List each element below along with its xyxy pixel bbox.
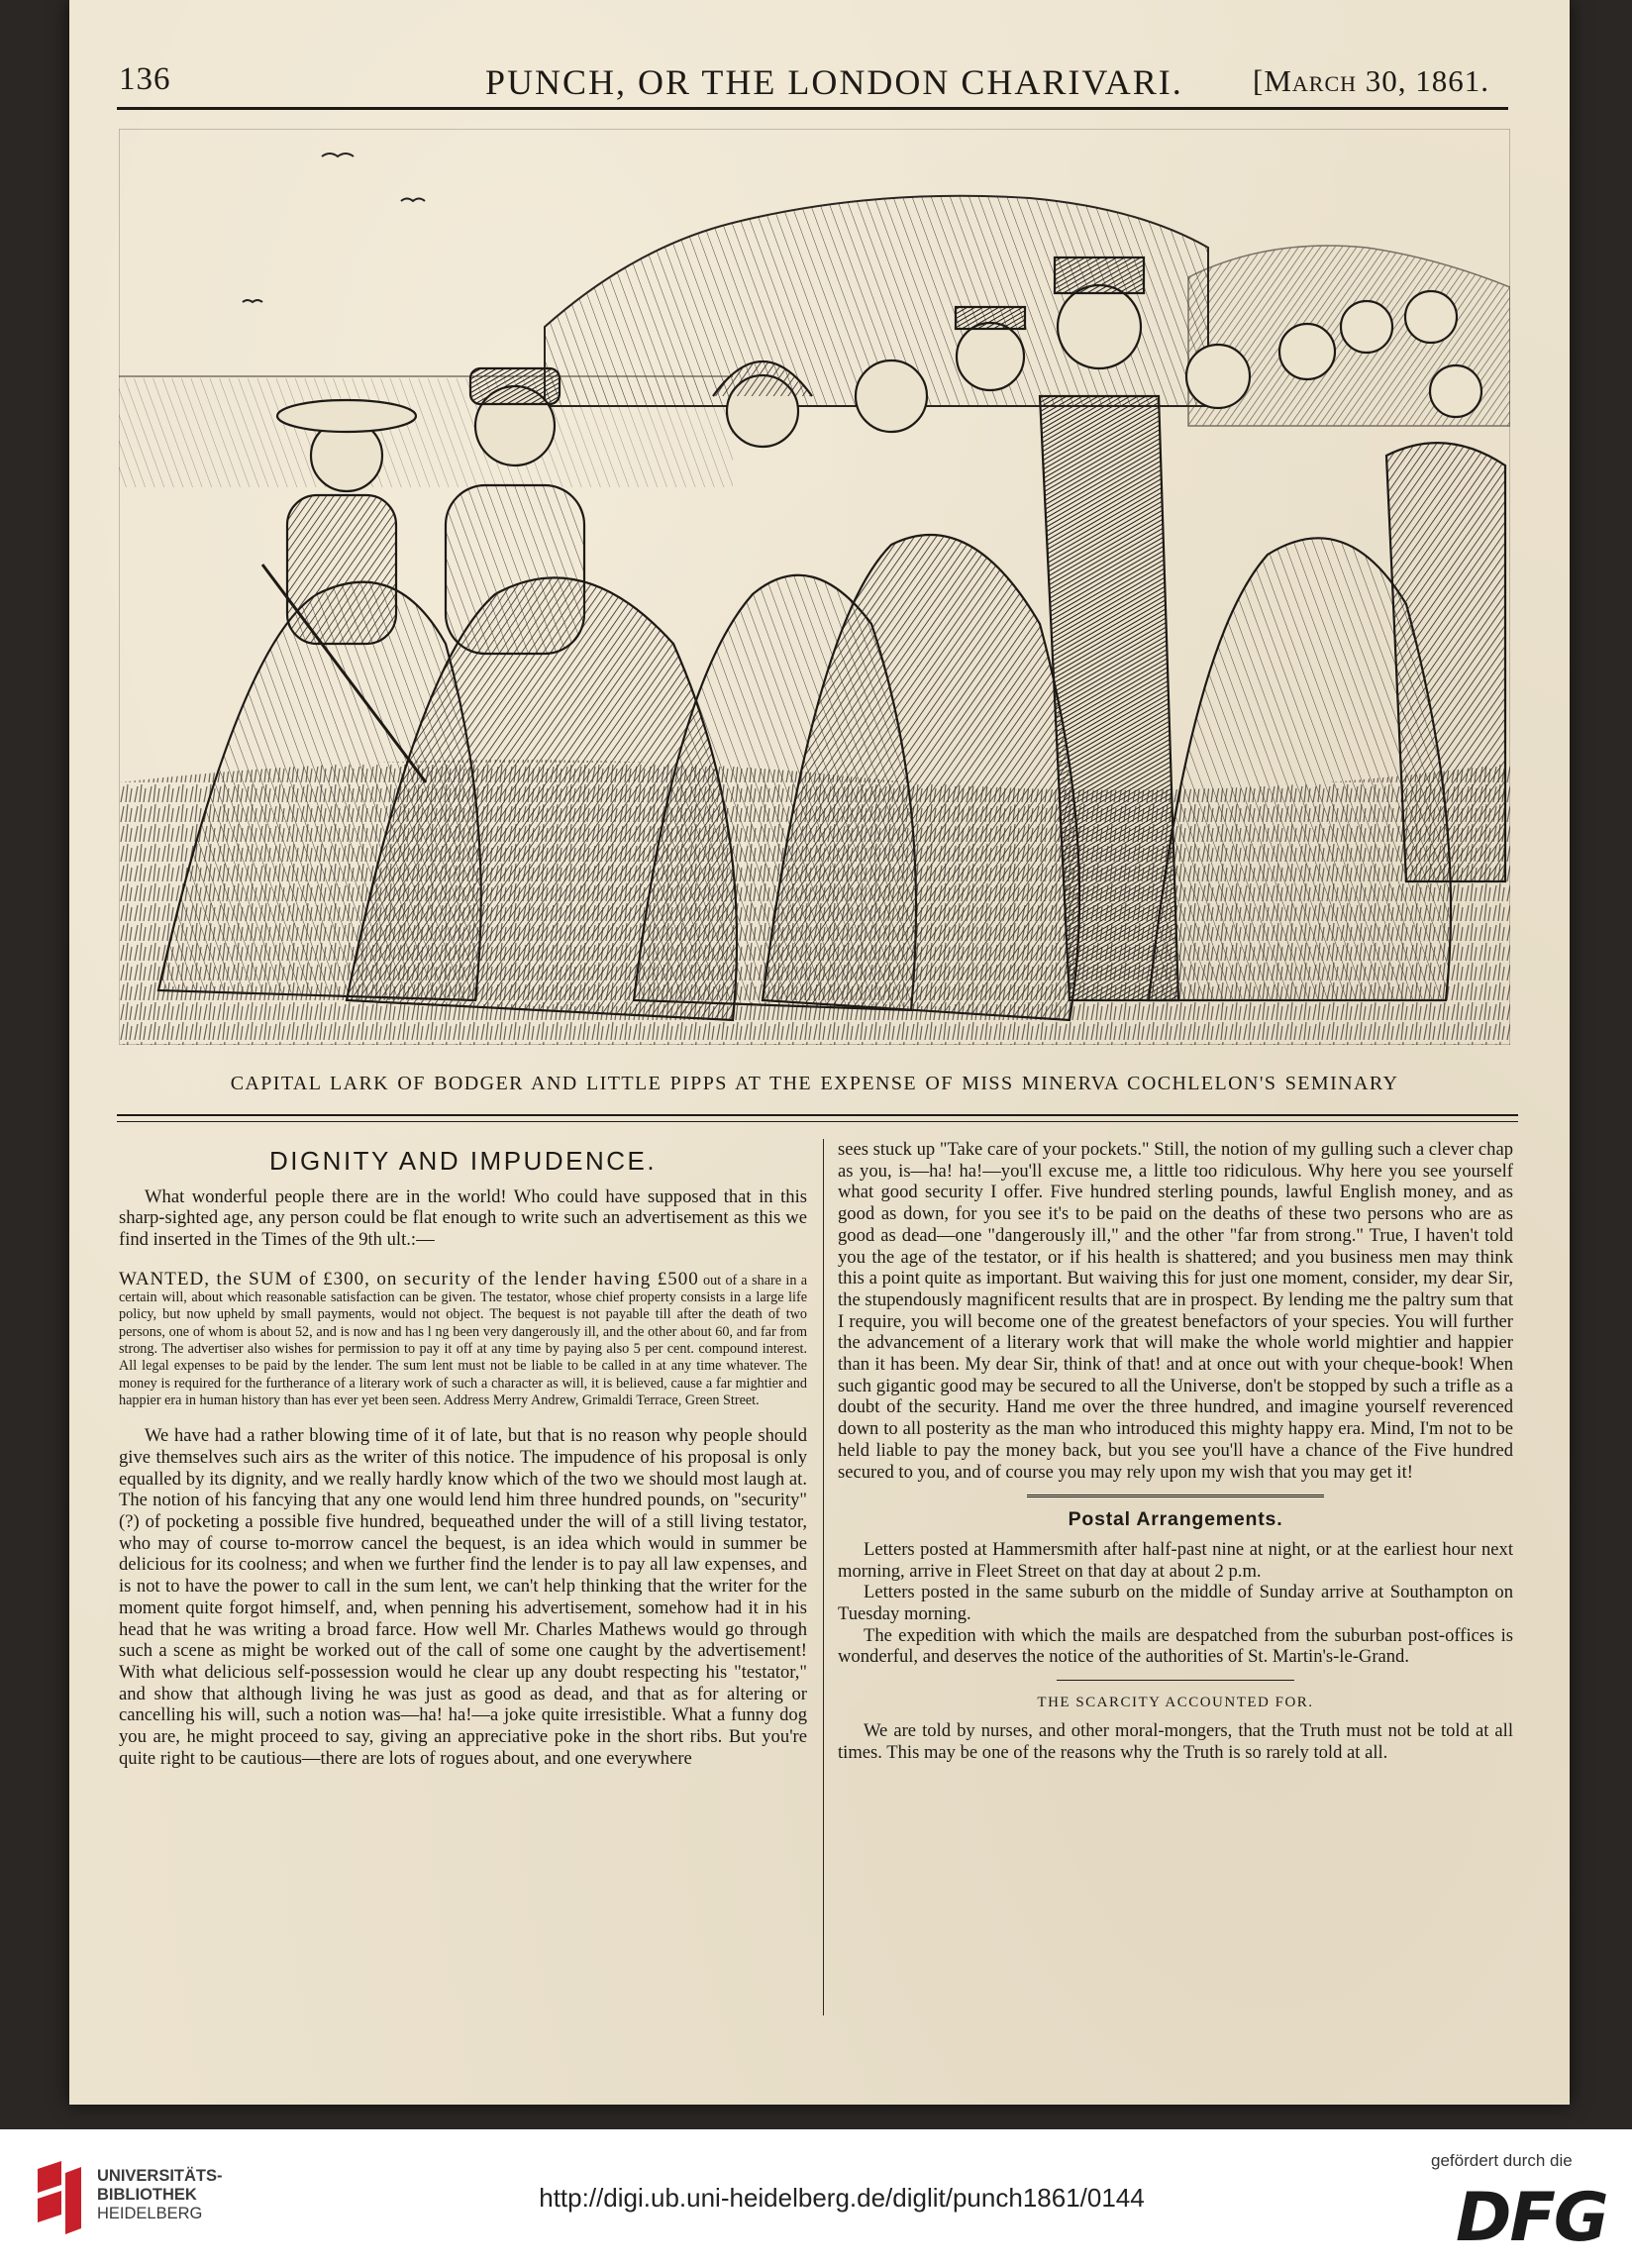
dfg-logo: DFG xyxy=(1456,2179,1607,2257)
engraving-illustration xyxy=(119,129,1510,1045)
permalink-url[interactable]: http://digi.ub.uni-heidelberg.de/diglit/punch1861/0144 xyxy=(539,2183,1145,2213)
issue-date: [March 30, 1861. xyxy=(1253,63,1490,98)
digitization-footer xyxy=(0,2129,1632,2268)
advertisement-body: out of a share in a certain will, about which reasonable satisfaction can be given. The testator, whose chief property consists in a large life policy, but now upheld by small payments, would not object. The bequest is not payable till after the death of two persons, one of whom is about 52, and is now and has l ng been very dangerously ill, and the other about 60, and far from strong. The advertiser also wishes for permission to pay it off at any time by paying also 5 per cent. compound interest. All legal expenses to be paid by the lender. The sum lent must not be liable to be called in at any time whatever. The money is required for the furtherance of a literary work of such a character as will, it is believed, cause a far mightier and happier era in human history than has ever yet been seen. Address Merry Andrew, Grimaldi Terrace, Green Street. xyxy=(119,1272,807,1408)
article-paragraph: We have had a rather blowing time of it of late, but that is no reason why people should give themselves such airs as the writer of this notice. The impudence of his proposal is only equalled by its dignity, and we really hardly know which of the two we should most laugh at. The notion of his fancying that any one would lend him three hundred pounds, on "security" (?) of pocketing a possible five hundred, bequeathed under the will of a still living testator, who may of course to-morrow cancel the bequest, is an idea which would in summer be delicious for its coolness; and when we further find the lender is to pay all law expenses, and is not to have the power to call in the sum lent, we can't help thinking that the writer for the moment quite forgot himself, and, when penning his advertisement, somehow had it in his head that he was writing a broad farce. How well Mr. Charles Mathews would go through such a scene as might be worked out of the call of some one caught by the advertisement! With what delicious self-possession would he clear up any doubt respecting his "testator," and show that although living he was just as good as dead, and that as for altering or cancelling his will, such a notion was—ha! ha!—a joke quite irresistible. What a funny dog you are, he might proceed to say, giving an appreciative poke in the short ribs. But you're quite right to be cautious—there are lots of rogues about, and one everywhere xyxy=(119,1425,807,1769)
article-heading: Postal Arrangements. xyxy=(1068,1508,1283,1531)
column-divider xyxy=(823,1139,824,2015)
article-heading: DIGNITY AND IMPUDENCE. xyxy=(268,1146,658,1176)
library-logo-icon xyxy=(32,2159,87,2236)
article-paragraph: Letters posted at Hammersmith after half-past nine at night, or at the earliest hour next morning, arrive in Fleet Street on that day at about 2 p.m. xyxy=(838,1538,1513,1582)
quoted-advertisement xyxy=(119,1268,807,1409)
funded-by-label: gefördert durch die xyxy=(1431,2151,1573,2170)
article-separator xyxy=(1027,1495,1324,1497)
article-paragraph: The expedition with which the mails are despatched from the suburban post-offices is wonderful, and deserves the notice of the authorities of St. Martin's-le-Grand. xyxy=(838,1624,1513,1668)
newspaper-page xyxy=(69,0,1570,2105)
right-column xyxy=(838,1139,1513,1763)
illustration-caption: CAPITAL LARK OF BODGER AND LITTLE PIPPS AT THE EXPENSE OF MISS MINERVA COCHLELON'S SEMINARY xyxy=(230,1073,1399,1094)
page-number: 136 xyxy=(119,61,171,97)
article-heading: THE SCARCITY ACCOUNTED FOR. xyxy=(1037,1695,1314,1711)
article-intro: What wonderful people there are in the world! Who could have supposed that in this sharp-sighted age, any person could be flat enough to write such an advertisement as this we find inserted in the Times of the 9th ult.:— xyxy=(119,1186,807,1251)
article-paragraph: Letters posted in the same suburb on the middle of Sunday arrive at Southampton on Tuesday morning. xyxy=(838,1582,1513,1625)
left-column xyxy=(119,1139,807,1769)
article-paragraph: We are told by nurses, and other moral-mongers, that the Truth must not be told at all times. This may be one of the reasons why the Truth is so rarely told at all. xyxy=(838,1719,1513,1763)
section-rule xyxy=(117,1121,1518,1122)
article-separator xyxy=(1057,1680,1294,1681)
header-rule xyxy=(117,107,1508,110)
section-rule xyxy=(117,1114,1518,1116)
library-name: UNIVERSITÄTS- BIBLIOTHEK HEIDELBERG xyxy=(97,2167,223,2222)
article-paragraph: sees stuck up "Take care of your pockets." Still, the notion of my gulling such a clever chap as you, is—ha! ha!—you'll excuse me, a little too ridiculous. Why here you see yourself what good security I offer. Five hundred sterling pounds, lawful English money, and as good as down, for you see it's to be paid on the deaths of these two persons who are as good as dead—one "dangerously ill," and the other "far from strong." True, I haven't told you the age of the testator, or if his health is shattered; and you business men may think this a point quite as important. But waiving this for just one moment, consider, my dear Sir, the stupendously magnificent results that are in prospect. By lending me the paltry sum that I require, you will become one of the greatest benefactors of your species. You will further the advancement of a literary work that will make the whole world mightier and happier than it has been. My dear Sir, think of that! and at once out with your cheque-book! When such gigantic good may be secured to all the Universe, don't be stopped by such a trifle as a doubt of the security. Hand me over the three hundred, and imagine yourself reverenced down to all posterity as the man who introduced this mighty happy era. Mind, I'm not to be held liable to pay the money back, but you see you'll have a chance of the Five hundred secured to you, and of course you may rely upon my wish that you may get it! xyxy=(838,1139,1513,1483)
masthead-title: PUNCH, OR THE LONDON CHARIVARI. xyxy=(485,62,1183,102)
advertisement-lead: WANTED, the SUM of £300, on security of the lender having £500 xyxy=(119,1268,699,1289)
